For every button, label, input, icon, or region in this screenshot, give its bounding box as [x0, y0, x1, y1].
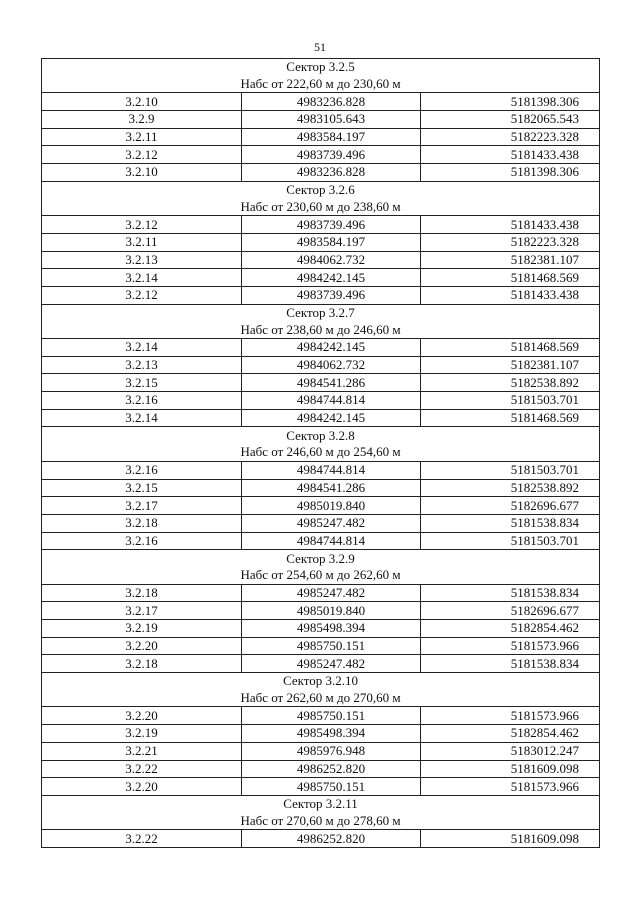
sector-height-range: Набс от 270,60 м до 278,60 м [42, 813, 600, 830]
y-coordinate-cell: 5181538.834 [421, 655, 600, 673]
sector-title-row [42, 304, 600, 321]
table-row [42, 479, 600, 497]
x-coordinate-cell: 4984242.145 [242, 269, 421, 287]
x-coordinate-cell: 4983739.496 [242, 286, 421, 304]
coordinates-table [41, 58, 600, 848]
table-row [42, 409, 600, 427]
point-number-cell: 3.2.12 [42, 286, 242, 304]
x-coordinate-cell: 4983105.643 [242, 111, 421, 129]
point-number-cell: 3.2.15 [42, 374, 242, 392]
sector-title: Сектор 3.2.7 [42, 304, 600, 321]
y-coordinate-cell: 5181433.438 [421, 216, 600, 234]
table-row [42, 725, 600, 743]
point-number-cell: 3.2.20 [42, 637, 242, 655]
table-row [42, 514, 600, 532]
y-coordinate-cell: 5182223.328 [421, 128, 600, 146]
sector-title: Сектор 3.2.11 [42, 795, 600, 812]
table-row [42, 637, 600, 655]
y-coordinate-cell: 5182381.107 [421, 251, 600, 269]
x-coordinate-cell: 4985247.482 [242, 655, 421, 673]
page-number: 51 [314, 40, 326, 54]
sector-title-row [42, 427, 600, 444]
coordinates-table-container [41, 58, 599, 848]
y-coordinate-cell: 5182381.107 [421, 356, 600, 374]
y-coordinate-cell: 5182854.462 [421, 725, 600, 743]
x-coordinate-cell: 4984744.814 [242, 392, 421, 410]
point-number-cell: 3.2.12 [42, 146, 242, 164]
x-coordinate-cell: 4984541.286 [242, 479, 421, 497]
table-row [42, 164, 600, 182]
x-coordinate-cell: 4986252.820 [242, 830, 421, 848]
point-number-cell: 3.2.13 [42, 251, 242, 269]
x-coordinate-cell: 4985247.482 [242, 514, 421, 532]
x-coordinate-cell: 4984242.145 [242, 339, 421, 357]
sector-title-row [42, 59, 600, 76]
point-number-cell: 3.2.19 [42, 620, 242, 638]
table-row [42, 602, 600, 620]
y-coordinate-cell: 5182696.677 [421, 602, 600, 620]
y-coordinate-cell: 5181503.701 [421, 392, 600, 410]
point-number-cell: 3.2.20 [42, 778, 242, 796]
table-row [42, 584, 600, 602]
sector-title: Сектор 3.2.9 [42, 550, 600, 567]
point-number-cell: 3.2.14 [42, 339, 242, 357]
y-coordinate-cell: 5182854.462 [421, 620, 600, 638]
y-coordinate-cell: 5181433.438 [421, 286, 600, 304]
y-coordinate-cell: 5182538.892 [421, 479, 600, 497]
point-number-cell: 3.2.12 [42, 216, 242, 234]
sector-range-row [42, 199, 600, 216]
sector-range-row [42, 444, 600, 461]
x-coordinate-cell: 4983584.197 [242, 128, 421, 146]
x-coordinate-cell: 4984062.732 [242, 356, 421, 374]
sector-title-row [42, 673, 600, 690]
point-number-cell: 3.2.21 [42, 742, 242, 760]
x-coordinate-cell: 4985976.948 [242, 742, 421, 760]
y-coordinate-cell: 5181609.098 [421, 830, 600, 848]
table-row [42, 111, 600, 129]
point-number-cell: 3.2.18 [42, 514, 242, 532]
table-row [42, 339, 600, 357]
y-coordinate-cell: 5183012.247 [421, 742, 600, 760]
point-number-cell: 3.2.9 [42, 111, 242, 129]
table-row [42, 742, 600, 760]
point-number-cell: 3.2.20 [42, 707, 242, 725]
table-row [42, 532, 600, 550]
x-coordinate-cell: 4985498.394 [242, 725, 421, 743]
y-coordinate-cell: 5181538.834 [421, 514, 600, 532]
sector-title-row [42, 181, 600, 198]
y-coordinate-cell: 5181468.569 [421, 339, 600, 357]
table-row [42, 374, 600, 392]
x-coordinate-cell: 4985019.840 [242, 497, 421, 515]
sector-range-row [42, 813, 600, 830]
table-row [42, 356, 600, 374]
point-number-cell: 3.2.10 [42, 164, 242, 182]
y-coordinate-cell: 5182223.328 [421, 233, 600, 251]
point-number-cell: 3.2.18 [42, 584, 242, 602]
table-row [42, 830, 600, 848]
coordinates-table-body [42, 59, 600, 848]
x-coordinate-cell: 4983236.828 [242, 164, 421, 182]
sector-range-row [42, 690, 600, 707]
point-number-cell: 3.2.13 [42, 356, 242, 374]
sector-title-row [42, 550, 600, 567]
table-row [42, 286, 600, 304]
sector-height-range: Набс от 262,60 м до 270,60 м [42, 690, 600, 707]
point-number-cell: 3.2.19 [42, 725, 242, 743]
x-coordinate-cell: 4985750.151 [242, 707, 421, 725]
y-coordinate-cell: 5181398.306 [421, 93, 600, 111]
x-coordinate-cell: 4985498.394 [242, 620, 421, 638]
point-number-cell: 3.2.22 [42, 760, 242, 778]
table-row [42, 707, 600, 725]
table-row [42, 778, 600, 796]
sector-range-row [42, 321, 600, 338]
point-number-cell: 3.2.14 [42, 269, 242, 287]
sector-title: Сектор 3.2.8 [42, 427, 600, 444]
y-coordinate-cell: 5181433.438 [421, 146, 600, 164]
sector-height-range: Набс от 230,60 м до 238,60 м [42, 199, 600, 216]
y-coordinate-cell: 5181468.569 [421, 269, 600, 287]
point-number-cell: 3.2.16 [42, 392, 242, 410]
sector-title: Сектор 3.2.5 [42, 59, 600, 76]
table-row [42, 146, 600, 164]
sector-height-range: Набс от 246,60 м до 254,60 м [42, 444, 600, 461]
y-coordinate-cell: 5181503.701 [421, 461, 600, 479]
table-row [42, 251, 600, 269]
x-coordinate-cell: 4984744.814 [242, 532, 421, 550]
table-row [42, 497, 600, 515]
table-row [42, 655, 600, 673]
table-row [42, 620, 600, 638]
point-number-cell: 3.2.11 [42, 128, 242, 146]
y-coordinate-cell: 5181468.569 [421, 409, 600, 427]
point-number-cell: 3.2.17 [42, 602, 242, 620]
y-coordinate-cell: 5182696.677 [421, 497, 600, 515]
x-coordinate-cell: 4983584.197 [242, 233, 421, 251]
point-number-cell: 3.2.16 [42, 461, 242, 479]
sector-range-row [42, 567, 600, 584]
sector-range-row [42, 76, 600, 93]
point-number-cell: 3.2.17 [42, 497, 242, 515]
point-number-cell: 3.2.10 [42, 93, 242, 111]
x-coordinate-cell: 4983739.496 [242, 216, 421, 234]
x-coordinate-cell: 4984062.732 [242, 251, 421, 269]
point-number-cell: 3.2.22 [42, 830, 242, 848]
table-row [42, 269, 600, 287]
x-coordinate-cell: 4983236.828 [242, 93, 421, 111]
y-coordinate-cell: 5181609.098 [421, 760, 600, 778]
sector-height-range: Набс от 254,60 м до 262,60 м [42, 567, 600, 584]
table-row [42, 392, 600, 410]
x-coordinate-cell: 4983739.496 [242, 146, 421, 164]
table-row [42, 216, 600, 234]
y-coordinate-cell: 5181503.701 [421, 532, 600, 550]
y-coordinate-cell: 5182538.892 [421, 374, 600, 392]
sector-title: Сектор 3.2.10 [42, 673, 600, 690]
point-number-cell: 3.2.18 [42, 655, 242, 673]
y-coordinate-cell: 5181398.306 [421, 164, 600, 182]
x-coordinate-cell: 4984541.286 [242, 374, 421, 392]
sector-title: Сектор 3.2.6 [42, 181, 600, 198]
x-coordinate-cell: 4984242.145 [242, 409, 421, 427]
y-coordinate-cell: 5181573.966 [421, 778, 600, 796]
sector-height-range: Набс от 238,60 м до 246,60 м [42, 321, 600, 338]
point-number-cell: 3.2.11 [42, 233, 242, 251]
sector-height-range: Набс от 222,60 м до 230,60 м [42, 76, 600, 93]
point-number-cell: 3.2.16 [42, 532, 242, 550]
y-coordinate-cell: 5182065.543 [421, 111, 600, 129]
x-coordinate-cell: 4985750.151 [242, 637, 421, 655]
table-row [42, 760, 600, 778]
point-number-cell: 3.2.15 [42, 479, 242, 497]
x-coordinate-cell: 4985247.482 [242, 584, 421, 602]
table-row [42, 128, 600, 146]
table-row [42, 93, 600, 111]
x-coordinate-cell: 4986252.820 [242, 760, 421, 778]
y-coordinate-cell: 5181573.966 [421, 707, 600, 725]
x-coordinate-cell: 4984744.814 [242, 461, 421, 479]
table-row [42, 233, 600, 251]
table-row [42, 461, 600, 479]
point-number-cell: 3.2.14 [42, 409, 242, 427]
x-coordinate-cell: 4985750.151 [242, 778, 421, 796]
sector-title-row [42, 795, 600, 812]
y-coordinate-cell: 5181573.966 [421, 637, 600, 655]
y-coordinate-cell: 5181538.834 [421, 584, 600, 602]
x-coordinate-cell: 4985019.840 [242, 602, 421, 620]
